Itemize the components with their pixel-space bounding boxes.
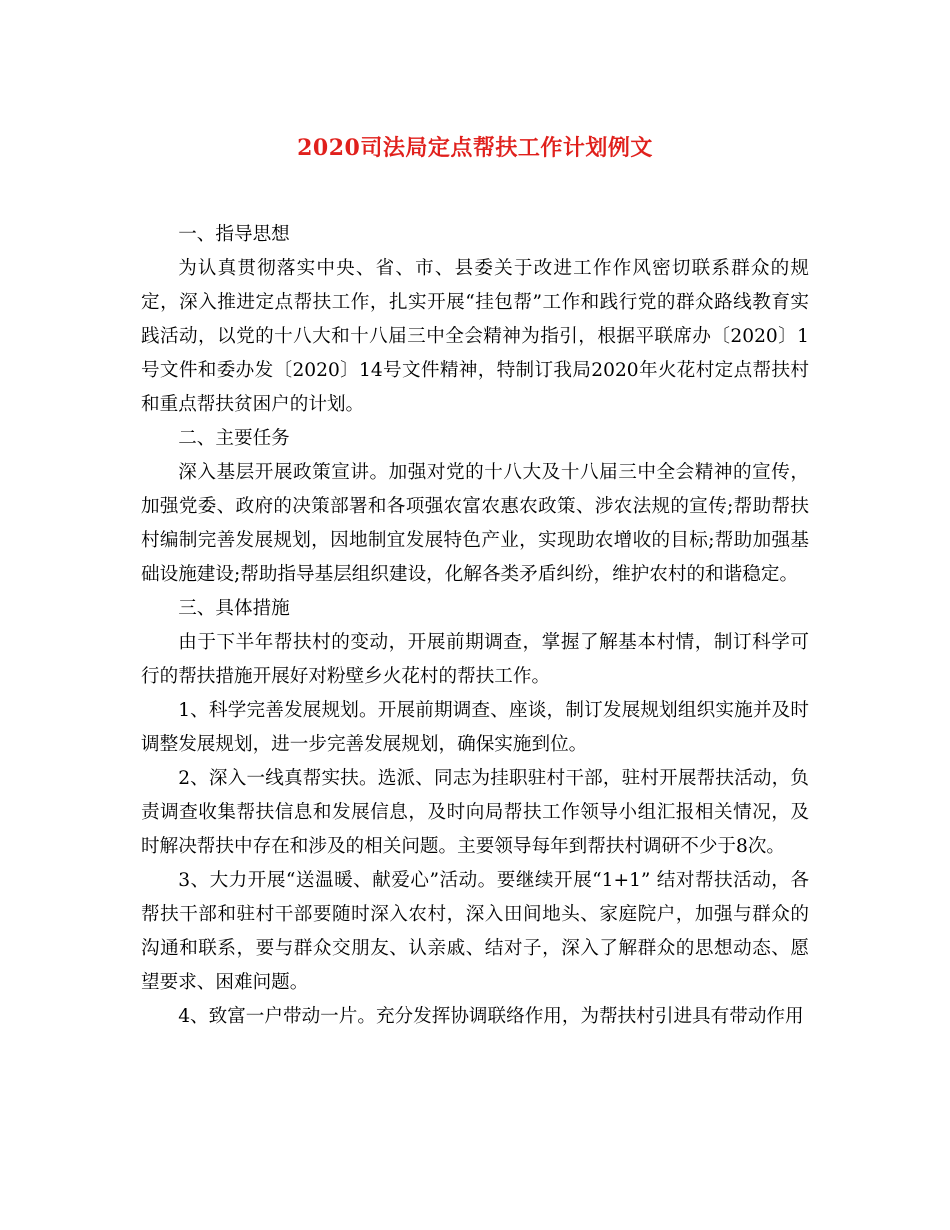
section-heading: 二、主要任务	[178, 428, 290, 449]
paragraph: 3、大力开展“送温暖、献爱心”活动。要继续开展“1+1” 结对帮扶活动，各帮扶干部和驻村干部要随时深入农村，深入田间地头、家庭院户，加强与群众的沟通和联系，要与群众交朋友、认亲戚、结对子，深入了解群众的思想动态、愿望要求、困难问题。	[141, 870, 809, 993]
paragraph: 1、科学完善发展规划。开展前期调查、座谈，制订发展规划组织实施并及时调整发展规划，进一步完善发展规划，确保实施到位。	[141, 700, 809, 755]
section-heading: 三、具体措施	[178, 598, 290, 619]
paragraph: 由于下半年帮扶村的变动，开展前期调查，掌握了解基本村情，制订科学可行的帮扶措施开展好对粉壁乡火花村的帮扶工作。	[141, 632, 809, 687]
paragraph: 2、深入一线真帮实扶。选派、同志为挂职驻村干部，驻村开展帮扶活动，负责调查收集帮扶信息和发展信息，及时向局帮扶工作领导小组汇报相关情况，及时解决帮扶中存在和涉及的相关问题。主要领导每年到帮扶村调研不少于8次。	[141, 768, 809, 857]
document-body	[141, 218, 809, 1034]
paragraph: 4、致富一户带动一片。充分发挥协调联络作用，为帮扶村引进具有带动作用	[178, 1006, 804, 1027]
section-heading: 一、指导思想	[178, 224, 290, 245]
paragraph: 深入基层开展政策宣讲。加强对党的十八大及十八届三中全会精神的宣传，加强党委、政府的决策部署和各项强农富农惠农政策、涉农法规的宣传;帮助帮扶村编制完善发展规划，因地制宜发展特色产业，实现助农增收的目标;帮助加强基础设施建设;帮助指导基层组织建设，化解各类矛盾纠纷，维护农村的和谐稳定。	[141, 462, 809, 585]
document-title: 2020司法局定点帮扶工作计划例文	[297, 135, 653, 161]
paragraph: 为认真贯彻落实中央、省、市、县委关于改进工作作风密切联系群众的规定，深入推进定点帮扶工作，扎实开展“挂包帮”工作和践行党的群众路线教育实践活动，以党的十八大和十八届三中全会精神为指引，根据平联席办〔2020〕1号文件和委办发〔2020〕14号文件精神，特制订我局2020年火花村定点帮扶村和重点帮扶贫困户的计划。	[141, 258, 809, 415]
